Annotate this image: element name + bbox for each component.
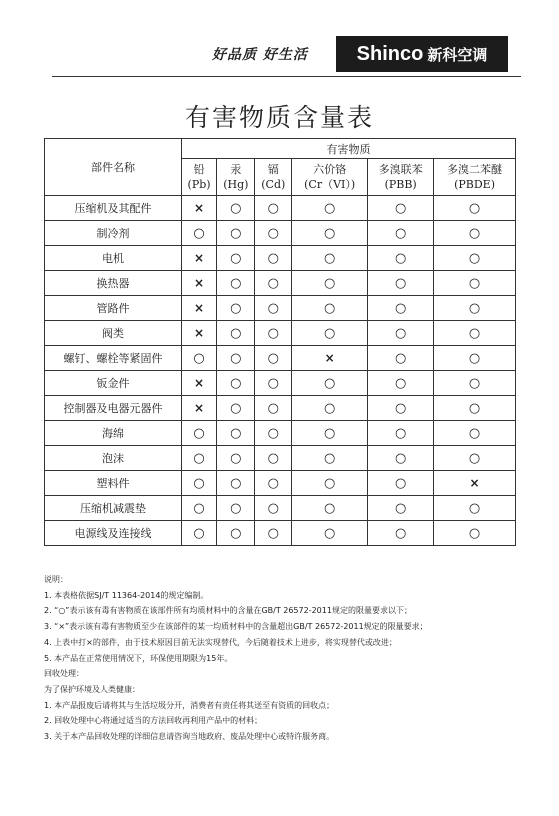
within-limit-mark: ○: [217, 446, 255, 471]
substance-group-header: 有害物质: [182, 139, 516, 159]
substance-column-header: [434, 159, 516, 196]
table-row: [45, 246, 516, 271]
note-line: 3. “×”表示该有毒有害物质至少在该部件的某一均质材料中的含量超出GB/T 26572-2011规定的限量要求；: [44, 622, 428, 632]
exceeds-limit-mark: ×: [182, 196, 217, 221]
within-limit-mark: ○: [368, 246, 434, 271]
substance-symbol: (PBDE): [454, 178, 495, 191]
within-limit-mark: ○: [217, 296, 255, 321]
header-divider: [52, 76, 521, 77]
within-limit-mark: ○: [368, 446, 434, 471]
substance-column-header: [292, 159, 368, 196]
within-limit-mark: ○: [182, 346, 217, 371]
within-limit-mark: ○: [368, 521, 434, 546]
within-limit-mark: ○: [255, 421, 292, 446]
exceeds-limit-mark: ×: [182, 321, 217, 346]
within-limit-mark: ○: [217, 321, 255, 346]
notes-section: [44, 572, 524, 745]
substance-symbol: (Cr（VI）): [304, 178, 356, 191]
note-line: 为了保护环境及人类健康：: [44, 684, 140, 694]
within-limit-mark: ○: [255, 521, 292, 546]
exceeds-limit-mark: ×: [182, 296, 217, 321]
within-limit-mark: ○: [217, 196, 255, 221]
substance-name: 六价铬: [313, 163, 347, 176]
part-name-cell: 压缩机减震垫: [45, 496, 182, 521]
within-limit-mark: ○: [368, 496, 434, 521]
within-limit-mark: ○: [217, 396, 255, 421]
within-limit-mark: ○: [292, 496, 368, 521]
substance-name: 镉: [267, 163, 279, 176]
brand-badge: [336, 36, 508, 72]
within-limit-mark: ○: [217, 346, 255, 371]
part-name-cell: 螺钉、螺栓等紧固件: [45, 346, 182, 371]
exceeds-limit-mark: ×: [182, 271, 217, 296]
within-limit-mark: ○: [292, 371, 368, 396]
within-limit-mark: ○: [255, 321, 292, 346]
table-row: [45, 396, 516, 421]
note-line: 说明：: [44, 575, 68, 584]
table-row: [45, 271, 516, 296]
exceeds-limit-mark: ×: [182, 246, 217, 271]
within-limit-mark: ○: [292, 521, 368, 546]
within-limit-mark: ○: [255, 271, 292, 296]
within-limit-mark: ○: [217, 421, 255, 446]
substance-name: 汞: [230, 163, 242, 176]
within-limit-mark: ○: [255, 246, 292, 271]
table-row: [45, 521, 516, 546]
within-limit-mark: ○: [217, 271, 255, 296]
part-name-cell: 电机: [45, 246, 182, 271]
within-limit-mark: ○: [434, 321, 516, 346]
part-name-cell: 钣金件: [45, 371, 182, 396]
within-limit-mark: ○: [434, 196, 516, 221]
within-limit-mark: ○: [434, 396, 516, 421]
table-row: [45, 296, 516, 321]
within-limit-mark: ○: [292, 296, 368, 321]
note-line: 2. 回收处理中心将通过适当的方法回收再利用产品中的材料；: [44, 716, 263, 726]
substance-column-header: [217, 159, 255, 196]
within-limit-mark: ○: [217, 246, 255, 271]
within-limit-mark: ○: [292, 246, 368, 271]
substance-name: 多溴二苯醚: [447, 163, 503, 176]
table-row: [45, 421, 516, 446]
within-limit-mark: ○: [292, 321, 368, 346]
note-line: 5. 本产品在正常使用情况下，环保使用期限为15年。: [44, 653, 233, 663]
within-limit-mark: ○: [182, 221, 217, 246]
within-limit-mark: ○: [292, 446, 368, 471]
part-name-cell: 制冷剂: [45, 221, 182, 246]
within-limit-mark: ○: [217, 371, 255, 396]
hazardous-substance-table: [44, 138, 516, 546]
within-limit-mark: ○: [368, 196, 434, 221]
within-limit-mark: ○: [217, 221, 255, 246]
table-row: [45, 321, 516, 346]
within-limit-mark: ○: [182, 496, 217, 521]
within-limit-mark: ○: [255, 371, 292, 396]
within-limit-mark: ○: [182, 421, 217, 446]
table-row: [45, 446, 516, 471]
within-limit-mark: ○: [434, 371, 516, 396]
note-line: 回收处理：: [44, 669, 84, 679]
substance-symbol: (Cd): [261, 178, 286, 191]
page-header: [0, 0, 559, 80]
within-limit-mark: ○: [182, 446, 217, 471]
within-limit-mark: ○: [255, 196, 292, 221]
brand-name: 新科空调: [427, 45, 488, 64]
within-limit-mark: ○: [368, 271, 434, 296]
part-name-header: 部件名称: [45, 139, 182, 196]
within-limit-mark: ○: [434, 446, 516, 471]
within-limit-mark: ○: [182, 521, 217, 546]
within-limit-mark: ○: [217, 471, 255, 496]
within-limit-mark: ○: [368, 296, 434, 321]
exceeds-limit-mark: ×: [292, 346, 368, 371]
within-limit-mark: ○: [217, 521, 255, 546]
within-limit-mark: ○: [434, 271, 516, 296]
substance-symbol: (Pb): [187, 178, 211, 191]
within-limit-mark: ○: [434, 496, 516, 521]
substance-column-header: [182, 159, 217, 196]
note-line: 1. 本表格依据SJ/T 11364-2014的规定编制。: [44, 590, 209, 600]
note-line: 1. 本产品报废后请将其与生活垃圾分开，消费者有责任将其送至有资质的回收点；: [44, 700, 335, 710]
table-row: [45, 221, 516, 246]
part-name-cell: 海绵: [45, 421, 182, 446]
substance-column-header: [368, 159, 434, 196]
table-row: [45, 496, 516, 521]
note-line: 3. 关于本产品回收处理的详细信息请咨询当地政府、废品处理中心或特许服务商。: [44, 732, 335, 742]
within-limit-mark: ○: [368, 321, 434, 346]
within-limit-mark: ○: [292, 471, 368, 496]
part-name-cell: 阀类: [45, 321, 182, 346]
part-name-cell: 电源线及连接线: [45, 521, 182, 546]
within-limit-mark: ○: [368, 371, 434, 396]
table-row: [45, 471, 516, 496]
substance-symbol: (Hg): [223, 178, 249, 191]
within-limit-mark: ○: [292, 271, 368, 296]
exceeds-limit-mark: ×: [182, 396, 217, 421]
part-name-cell: 塑料件: [45, 471, 182, 496]
slogan: 好品质 好生活: [212, 47, 308, 63]
within-limit-mark: ○: [434, 246, 516, 271]
part-name-cell: 换热器: [45, 271, 182, 296]
page-title: 有害物质含量表: [184, 103, 374, 132]
substance-symbol: (PBB): [384, 178, 417, 191]
table-row: [45, 371, 516, 396]
within-limit-mark: ○: [368, 221, 434, 246]
substance-name: 铅: [193, 163, 205, 176]
exceeds-limit-mark: ×: [434, 471, 516, 496]
within-limit-mark: ○: [292, 421, 368, 446]
within-limit-mark: ○: [255, 471, 292, 496]
part-name-cell: 泡沫: [45, 446, 182, 471]
note-line: 4. 上表中打×的部件，由于技术原因目前无法实现替代，今后随着技术上进步，将实现替代或改进；: [44, 637, 397, 647]
within-limit-mark: ○: [255, 496, 292, 521]
within-limit-mark: ○: [434, 421, 516, 446]
within-limit-mark: ○: [368, 396, 434, 421]
within-limit-mark: ○: [434, 296, 516, 321]
substance-column-header: [255, 159, 292, 196]
within-limit-mark: ○: [182, 471, 217, 496]
part-name-cell: 压缩机及其配件: [45, 196, 182, 221]
within-limit-mark: ○: [292, 396, 368, 421]
substance-name: 多溴联苯: [378, 163, 423, 176]
within-limit-mark: ○: [434, 346, 516, 371]
within-limit-mark: ○: [255, 346, 292, 371]
within-limit-mark: ○: [368, 421, 434, 446]
within-limit-mark: ○: [217, 496, 255, 521]
exceeds-limit-mark: ×: [182, 371, 217, 396]
note-line: 2. “○”表示该有毒有害物质在该部件所有均质材料中的含量在GB/T 26572-2011规定的限量要求以下；: [44, 606, 412, 616]
within-limit-mark: ○: [434, 221, 516, 246]
table-row: [45, 196, 516, 221]
within-limit-mark: ○: [434, 521, 516, 546]
within-limit-mark: ○: [255, 446, 292, 471]
within-limit-mark: ○: [292, 221, 368, 246]
within-limit-mark: ○: [368, 346, 434, 371]
within-limit-mark: ○: [255, 396, 292, 421]
part-name-cell: 控制器及电器元器件: [45, 396, 182, 421]
brand-logo: Shinco: [356, 42, 424, 65]
within-limit-mark: ○: [255, 221, 292, 246]
within-limit-mark: ○: [292, 196, 368, 221]
within-limit-mark: ○: [368, 471, 434, 496]
table-row: [45, 346, 516, 371]
within-limit-mark: ○: [255, 296, 292, 321]
part-name-cell: 管路件: [45, 296, 182, 321]
